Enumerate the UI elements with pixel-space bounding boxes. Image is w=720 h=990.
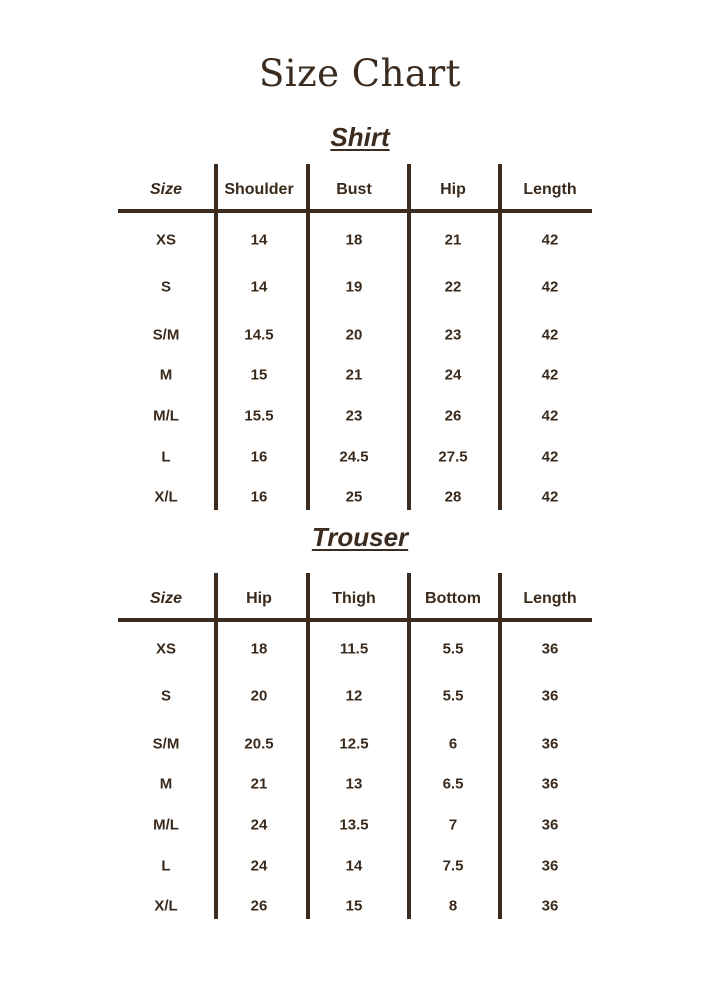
trouser-column-divider — [306, 573, 310, 919]
trouser-column-header: Hip — [246, 590, 272, 607]
shirt-column-header: Size — [149, 181, 183, 198]
trouser-table-cell: 36 — [541, 687, 559, 705]
shirt-table-cell: 42 — [541, 488, 559, 506]
trouser-table-cell: 20 — [250, 687, 268, 705]
trouser-row-size-label: XS — [155, 640, 177, 658]
trouser-table-cell: 20.5 — [244, 735, 274, 753]
shirt-row-size-label: L — [161, 448, 171, 466]
shirt-table-cell: 23 — [345, 407, 363, 425]
shirt-table-cell: 25 — [345, 488, 363, 506]
shirt-header-rule — [118, 209, 592, 213]
shirt-table-cell: 14 — [250, 278, 268, 296]
trouser-table-cell: 36 — [541, 640, 559, 658]
shirt-column-header: Bust — [336, 181, 372, 198]
shirt-row-size-label: M — [159, 366, 173, 384]
shirt-row-size-label: S — [160, 278, 172, 296]
shirt-row-size-label: XS — [155, 231, 177, 249]
shirt-column-header: Length — [523, 181, 577, 198]
trouser-section-title: Trouser — [311, 522, 409, 552]
shirt-table-cell: 16 — [250, 488, 268, 506]
shirt-table-cell: 26 — [444, 407, 462, 425]
trouser-table-cell: 14 — [345, 857, 363, 875]
trouser-row-size-label: M/L — [153, 816, 179, 834]
trouser-table-cell: 36 — [541, 857, 559, 875]
shirt-row-size-label: X/L — [154, 488, 178, 506]
trouser-table-cell: 12 — [345, 687, 363, 705]
page-title: Size Chart — [258, 52, 462, 95]
shirt-table-cell: 19 — [345, 278, 363, 296]
shirt-table-cell: 14 — [250, 231, 268, 249]
shirt-table-cell: 16 — [250, 448, 268, 466]
trouser-table-cell: 13.5 — [339, 816, 369, 834]
trouser-column-header: Thigh — [332, 590, 376, 607]
shirt-table-cell: 24 — [444, 366, 462, 384]
trouser-table-cell: 13 — [345, 775, 363, 793]
trouser-table-cell: 18 — [250, 640, 268, 658]
trouser-table-cell: 36 — [541, 735, 559, 753]
shirt-table-cell: 23 — [444, 326, 462, 344]
trouser-column-header: Length — [523, 590, 577, 607]
trouser-table-cell: 7.5 — [442, 857, 464, 875]
trouser-header-rule — [118, 618, 592, 622]
shirt-column-divider — [498, 164, 502, 510]
trouser-table-cell: 24 — [250, 857, 268, 875]
shirt-row-size-label: M/L — [153, 407, 179, 425]
trouser-table-cell: 5.5 — [442, 687, 464, 705]
shirt-table-cell: 42 — [541, 326, 559, 344]
shirt-table-cell: 21 — [444, 231, 462, 249]
shirt-table-cell: 27.5 — [438, 448, 468, 466]
shirt-table-cell: 42 — [541, 231, 559, 249]
shirt-column-header: Hip — [440, 181, 466, 198]
trouser-column-divider — [498, 573, 502, 919]
trouser-table-cell: 8 — [448, 897, 458, 915]
trouser-table-cell: 6 — [448, 735, 458, 753]
trouser-table-cell: 36 — [541, 775, 559, 793]
trouser-table-cell: 36 — [541, 897, 559, 915]
trouser-table-cell: 21 — [250, 775, 268, 793]
trouser-table-cell: 15 — [345, 897, 363, 915]
shirt-table-cell: 21 — [345, 366, 363, 384]
trouser-row-size-label: L — [161, 857, 171, 875]
shirt-table-cell: 42 — [541, 407, 559, 425]
trouser-column-header: Bottom — [425, 590, 481, 607]
trouser-row-size-label: S — [160, 687, 172, 705]
trouser-table-cell: 24 — [250, 816, 268, 834]
trouser-row-size-label: X/L — [154, 897, 178, 915]
trouser-table-cell: 6.5 — [442, 775, 464, 793]
trouser-column-divider — [407, 573, 411, 919]
shirt-table-cell: 15 — [250, 366, 268, 384]
shirt-row-size-label: S/M — [152, 326, 180, 344]
shirt-table-cell: 42 — [541, 366, 559, 384]
trouser-size-table — [118, 573, 592, 919]
shirt-column-divider — [306, 164, 310, 510]
shirt-table-cell: 42 — [541, 448, 559, 466]
shirt-table-cell: 20 — [345, 326, 363, 344]
trouser-column-divider — [214, 573, 218, 919]
shirt-column-divider — [407, 164, 411, 510]
trouser-table-cell: 12.5 — [339, 735, 369, 753]
shirt-table-cell: 22 — [444, 278, 462, 296]
shirt-table-cell: 28 — [444, 488, 462, 506]
shirt-table-cell: 18 — [345, 231, 363, 249]
shirt-column-header: Shoulder — [224, 181, 294, 198]
shirt-section-title: Shirt — [330, 122, 390, 152]
shirt-table-cell: 24.5 — [339, 448, 369, 466]
shirt-column-divider — [214, 164, 218, 510]
shirt-table-cell: 42 — [541, 278, 559, 296]
trouser-column-header: Size — [149, 590, 183, 607]
trouser-table-cell: 36 — [541, 816, 559, 834]
trouser-table-cell: 5.5 — [442, 640, 464, 658]
trouser-table-cell: 7 — [448, 816, 458, 834]
shirt-table-cell: 14.5 — [244, 326, 274, 344]
trouser-table-cell: 26 — [250, 897, 268, 915]
shirt-size-table — [118, 164, 592, 510]
shirt-table-cell: 15.5 — [244, 407, 274, 425]
trouser-row-size-label: M — [159, 775, 173, 793]
trouser-row-size-label: S/M — [152, 735, 180, 753]
trouser-table-cell: 11.5 — [339, 640, 369, 658]
